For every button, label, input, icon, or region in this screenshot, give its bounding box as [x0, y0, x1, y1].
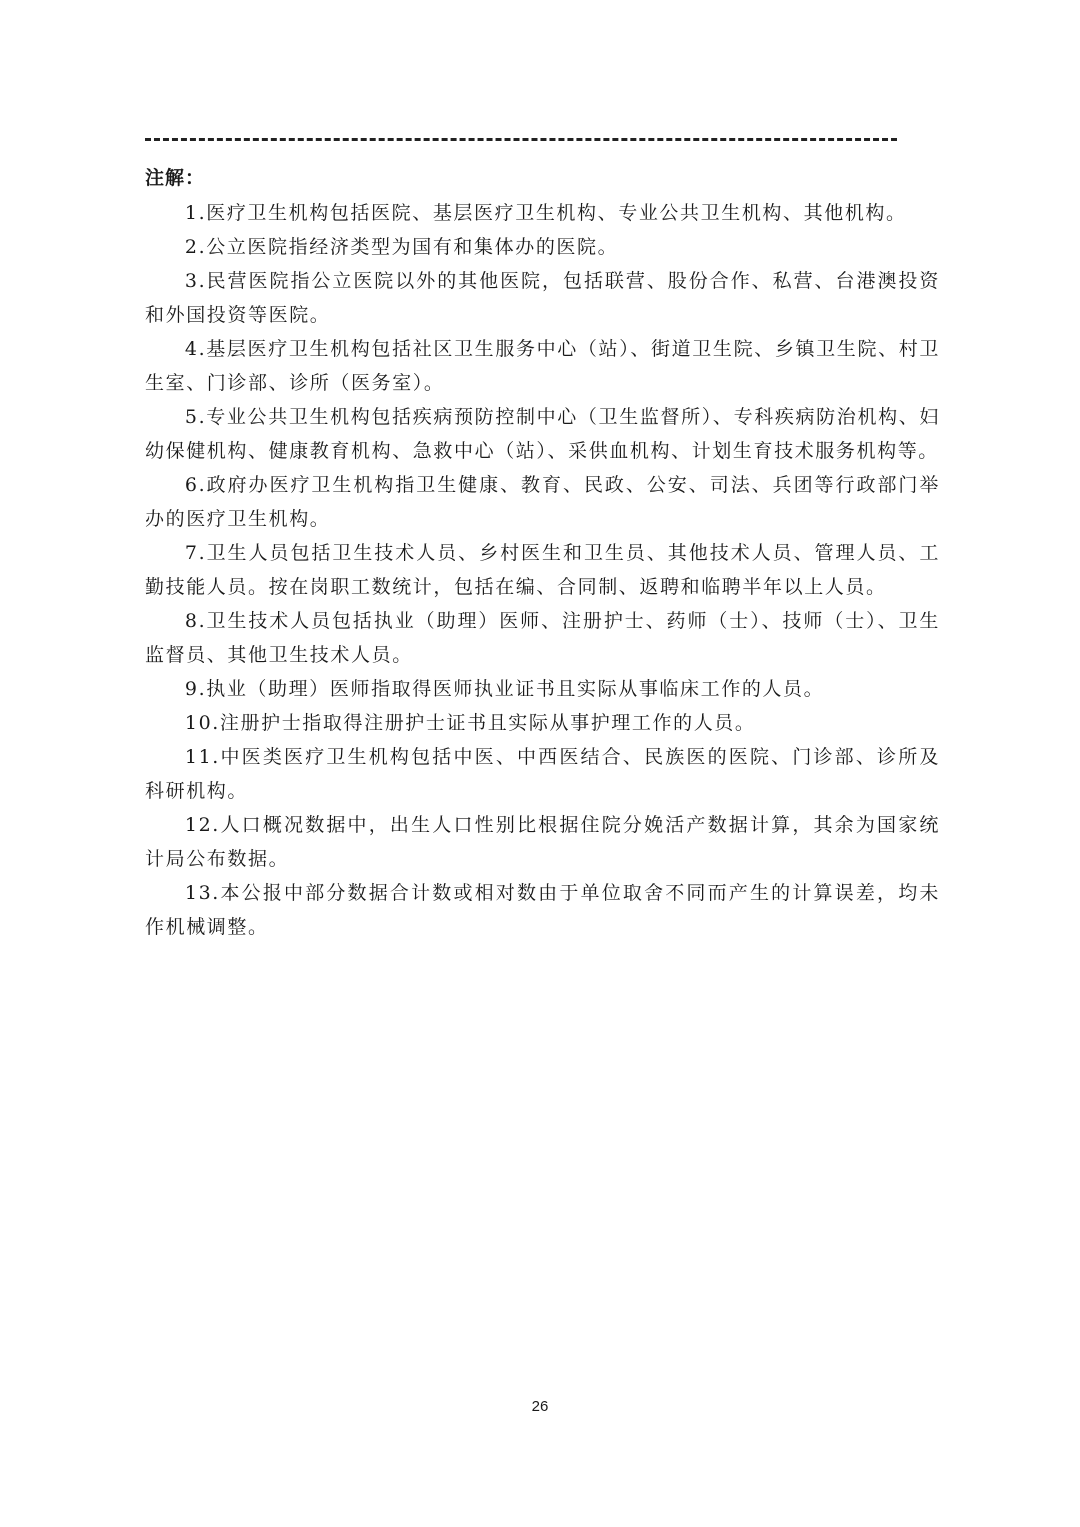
note-item-11: 11.中医类医疗卫生机构包括中医、中西医结合、民族医的医院、门诊部、诊所及科研机构。 [145, 746, 940, 802]
note-item-2: 2.公立医院指经济类型为国有和集体办的医院。 [184, 236, 619, 258]
dashed-divider [145, 138, 897, 141]
note-item-13: 13.本公报中部分数据合计数或相对数由于单位取舍不同而产生的计算误差，均未作机械调整。 [145, 882, 940, 938]
note-item-6: 6.政府办医疗卫生机构指卫生健康、教育、民政、公安、司法、兵团等行政部门举办的医疗卫生机构。 [145, 474, 940, 530]
note-item-10: 10.注册护士指取得注册护士证书且实际从事护理工作的人员。 [184, 712, 756, 734]
note-item-9: 9.执业（助理）医师指取得医师执业证书且实际从事临床工作的人员。 [184, 678, 825, 700]
note-item-5: 5.专业公共卫生机构包括疾病预防控制中心（卫生监督所）、专科疾病防治机构、妇幼保健机构、健康教育机构、急救中心（站）、采供血机构、计划生育技术服务机构等。 [145, 406, 940, 462]
page-number: 26 [531, 1398, 549, 1415]
note-item-12: 12.人口概况数据中，出生人口性别比根据住院分娩活产数据计算，其余为国家统计局公布数据。 [145, 814, 940, 870]
note-item-1: 1.医疗卫生机构包括医院、基层医疗卫生机构、专业公共卫生机构、其他机构。 [184, 202, 907, 224]
note-item-7: 7.卫生人员包括卫生技术人员、乡村医生和卫生员、其他技术人员、管理人员、工勤技能人员。按在岗职工数统计，包括在编、合同制、返聘和临聘半年以上人员。 [145, 542, 940, 598]
note-item-4: 4.基层医疗卫生机构包括社区卫生服务中心（站）、街道卫生院、乡镇卫生院、村卫生室、门诊部、诊所（医务室）。 [145, 338, 940, 394]
notes-list [145, 196, 940, 944]
note-item-3: 3.民营医院指公立医院以外的其他医院，包括联营、股份合作、私营、台港澳投资和外国投资等医院。 [145, 270, 940, 326]
note-item-8: 8.卫生技术人员包括执业（助理）医师、注册护士、药师（士）、技师（士）、卫生监督员、其他卫生技术人员。 [145, 610, 940, 666]
notes-section [145, 160, 940, 944]
notes-title: 注解： [145, 167, 206, 189]
